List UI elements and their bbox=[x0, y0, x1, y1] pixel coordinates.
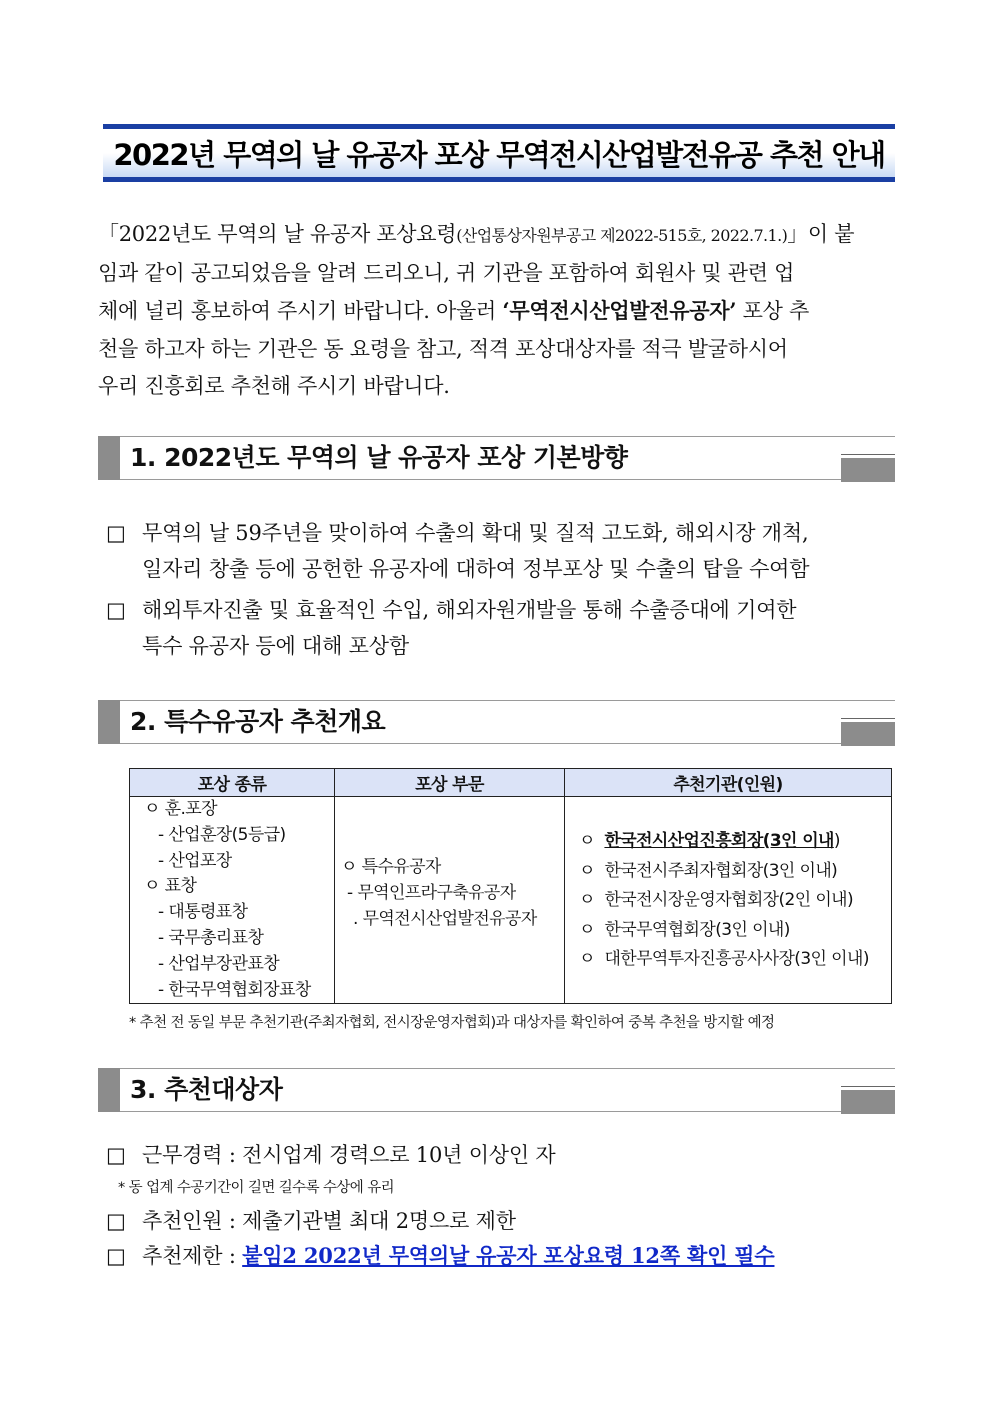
table-footnote: * 추천 전 동일 부문 추천기관(주최자협회, 전시장운영자협회)과 대상자를 확인하여 중복 추천을 방지할 예정 bbox=[129, 1015, 775, 1031]
recommender-highlight: 한국전시산업진흥회장(3인 이내 bbox=[604, 831, 834, 851]
checkbox-icon: □ bbox=[106, 598, 126, 622]
section-1-item-2: □ 해외투자진출 및 효율적인 수입, 해외자원개발을 통해 수출증대에 기여한 특수 유공자 등에 대해 포상함 bbox=[106, 592, 901, 664]
recommender-cell: ㅇ 한국전시산업진흥회장(3인 이내) ㅇ 한국전시주최자협회장(3인 이내) ㅇ 한국전시장운영자협회장(2인 이내) ㅇ 한국무역협회장(3인 이내) ㅇ 대한무역투자진흥공사사장(3인 이내) bbox=[565, 797, 892, 1004]
page-title: 2022년 무역의 날 유공자 포상 무역전시산업발전유공 추천 안내 bbox=[113, 137, 885, 172]
section-3-item-2: □ 추천인원 : 제출기관별 최대 2명으로 제한 bbox=[106, 1203, 901, 1239]
section-bar bbox=[98, 436, 120, 480]
intro-line-5: 우리 진흥회로 추천해 주시기 바랍니다. bbox=[98, 374, 450, 398]
section-3-item-3: □ 추천제한 : 붙임2 2022년 무역의날 유공자 포상요령 12쪽 확인 필수 bbox=[106, 1238, 901, 1274]
intro-paragraph bbox=[98, 216, 898, 406]
table-header-row bbox=[130, 769, 892, 797]
section-deco bbox=[841, 456, 895, 482]
section-1-item-1: □ 무역의 날 59주년을 맞이하여 수출의 확대 및 질적 고도화, 해외시장 개척, 일자리 창출 등에 공헌한 유공자에 대하여 정부포상 및 수출의 탑을 수여함 bbox=[106, 515, 901, 587]
award-field-cell: ㅇ 특수유공자 - 무역인프라구축유공자 . 무역전시산업발전유공자 bbox=[335, 797, 565, 1004]
intro-line-1: 「2022년도 무역의 날 유공자 포상요령(산업통상자원부공고 제2022-515호, 2022.7.1.)」이 붙 bbox=[98, 222, 855, 246]
section-deco bbox=[841, 720, 895, 746]
experience-footnote: * 동 업계 수공기간이 길면 길수록 수상에 유리 bbox=[118, 1180, 395, 1196]
table-header: 포상 종류 bbox=[130, 769, 335, 797]
section-bar bbox=[98, 700, 120, 744]
award-category-name: ‘무역전시산업발전유공자’ bbox=[502, 298, 737, 323]
section-3-header bbox=[98, 1068, 895, 1112]
section-bar bbox=[98, 1068, 120, 1112]
section-deco bbox=[841, 1088, 895, 1114]
table-row bbox=[130, 797, 892, 1004]
checkbox-icon: □ bbox=[106, 1244, 126, 1268]
section-1-heading: 1. 2022년도 무역의 날 유공자 포상 기본방향 bbox=[130, 443, 628, 472]
section-3-heading: 3. 추천대상자 bbox=[130, 1075, 283, 1104]
award-table bbox=[129, 768, 892, 1004]
title-banner bbox=[103, 124, 895, 182]
section-3-item-1: □ 근무경력 : 전시업계 경력으로 10년 이상인 자 bbox=[106, 1137, 901, 1173]
table-header: 추천기관(인원) bbox=[565, 769, 892, 797]
intro-line-3: 체에 널리 홍보하여 주시기 바랍니다. 아울러 ‘무역전시산업발전유공자’ 포상 추 bbox=[98, 298, 809, 323]
attachment-link[interactable]: 붙임2 2022년 무역의날 유공자 포상요령 12쪽 확인 필수 bbox=[242, 1243, 775, 1268]
checkbox-icon: □ bbox=[106, 521, 126, 545]
intro-line-2: 임과 같이 공고되었음을 알려 드리오니, 귀 기관을 포함하여 회원사 및 관련 업 bbox=[98, 260, 795, 285]
section-1-header bbox=[98, 436, 895, 480]
checkbox-icon: □ bbox=[106, 1209, 126, 1233]
award-type-cell: ㅇ 훈.포장 - 산업훈장(5등급) - 산업포장 ㅇ 표창 - 대통령표창 - 국무총리표창 - 산업부장관표창 - 한국무역협회장표창 bbox=[130, 797, 335, 1004]
notice-reference: (산업통상자원부공고 제2022-515호, 2022.7.1.) bbox=[456, 226, 788, 245]
section-2-header bbox=[98, 700, 895, 744]
intro-line-4: 천을 하고자 하는 기관은 동 요령을 참고, 적격 포상대상자를 적극 발굴하시어 bbox=[98, 336, 788, 361]
section-2-heading: 2. 특수유공자 추천개요 bbox=[130, 707, 386, 736]
checkbox-icon: □ bbox=[106, 1143, 126, 1167]
table-header: 포상 부문 bbox=[335, 769, 565, 797]
